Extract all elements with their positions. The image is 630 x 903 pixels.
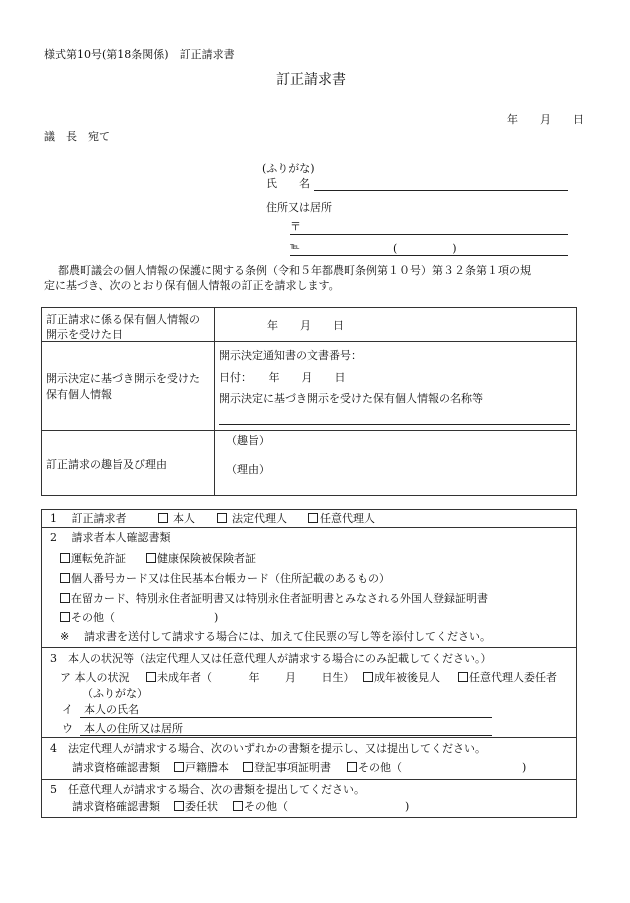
subject-status-label: ア 本人の状況 xyxy=(60,671,130,684)
checkbox-icon xyxy=(243,762,253,772)
table2-rule-2 xyxy=(41,647,577,648)
disclosure-date-value[interactable]: 年 月 日 xyxy=(267,319,344,332)
intro-line-1: 都農町議会の個人情報の保護に関する条例（令和５年都農町条例第１０号）第３２条第１項の規 xyxy=(58,264,531,277)
adult-ward-label: 成年被後見人 xyxy=(374,671,440,684)
checkbox-icon xyxy=(158,513,168,523)
checkbox-power-of-attorney[interactable] xyxy=(174,800,218,813)
checkbox-icon xyxy=(363,672,373,682)
checkbox-icon xyxy=(217,513,227,523)
checkbox-icon xyxy=(458,672,468,682)
section5-docs-label: 請求資格確認書類 xyxy=(72,800,160,813)
section3-title: 3 本人の状況等（法定代理人又は任意代理人が請求する場合にのみ記載してください。） xyxy=(50,652,492,665)
other-id-label: その他（ xyxy=(71,611,115,624)
mynumber-card-label: 個人番号カード又は住民基本台帳カード（住所記載のあるもの） xyxy=(71,572,390,585)
page-title: 訂正請求書 xyxy=(276,72,346,88)
registry-cert-label: 登記事項証明書 xyxy=(254,761,331,774)
checkbox-icon xyxy=(174,801,184,811)
checkbox-proxy-principal[interactable] xyxy=(458,671,557,684)
note-text: 請求書を送付して請求する場合には、加えて住民票の写し等を添付してください。 xyxy=(84,630,491,643)
checkbox-registry-cert[interactable] xyxy=(243,761,331,774)
checkbox-voluntary-agent-label: 任意代理人 xyxy=(320,512,375,525)
purpose-label: （趣旨） xyxy=(226,434,270,447)
checkbox-icon xyxy=(347,762,357,772)
notice-date-label: 日付： 年 月 日 xyxy=(219,371,346,384)
checkbox-other-id[interactable] xyxy=(60,611,115,624)
subject-address-label: ウ 本人の住所又は居所 xyxy=(62,722,183,735)
checkbox-legal-agent-label: 法定代理人 xyxy=(232,512,287,525)
name-label: 氏 名 xyxy=(266,177,310,190)
checkbox-icon xyxy=(60,553,70,563)
subject-name-label: イ 本人の氏名 xyxy=(62,703,139,716)
checkbox-self-label: 本人 xyxy=(173,512,195,525)
section4-docs-label: 請求資格確認書類 xyxy=(72,761,160,774)
subject-address-field[interactable] xyxy=(80,735,492,736)
checkbox-family-register[interactable] xyxy=(174,761,229,774)
name-field[interactable] xyxy=(314,190,568,191)
table1-divider xyxy=(214,307,215,496)
checkbox-icon xyxy=(233,801,243,811)
checkbox-other-doc-legal[interactable] xyxy=(347,761,402,774)
checkbox-other-doc-voluntary[interactable] xyxy=(233,800,288,813)
addressee: 議 長 宛て xyxy=(44,130,110,143)
checkbox-icon xyxy=(146,553,156,563)
furigana-label: (ふりがな) xyxy=(262,162,315,175)
proxy-principal-label: 任意代理人委任者 xyxy=(469,671,557,684)
phone-icon: ℡ xyxy=(290,242,300,252)
checkbox-icon xyxy=(308,513,318,523)
purpose-reason-label: 訂正請求の趣旨及び理由 xyxy=(46,458,167,471)
checkbox-icon xyxy=(60,593,70,603)
minor-label: 未成年者（ 年 月 日生） xyxy=(157,671,355,684)
disclosed-info-name-field[interactable] xyxy=(219,424,570,425)
table1-rule-2 xyxy=(41,430,577,431)
checkbox-adult-ward[interactable] xyxy=(363,671,440,684)
section4-title: 4 法定代理人が請求する場合、次のいずれかの書類を提示し、又は提出してください。 xyxy=(50,742,486,755)
address-label: 住所又は居所 xyxy=(266,201,332,214)
checkbox-health-insurance[interactable] xyxy=(146,552,256,565)
power-of-attorney-label: 委任状 xyxy=(185,800,218,813)
section2-title: 2 請求者本人確認書類 xyxy=(50,531,171,544)
checkbox-icon xyxy=(174,762,184,772)
subject-name-field[interactable] xyxy=(80,717,492,718)
subject-furigana-label: （ふりがな） xyxy=(82,687,148,700)
other-doc-voluntary-label: その他（ xyxy=(244,800,288,813)
checkbox-mynumber-card[interactable] xyxy=(60,572,390,585)
checkbox-drivers-license[interactable] xyxy=(60,552,126,565)
date-line: 年 月 日 xyxy=(507,113,584,126)
table2-rule-1 xyxy=(41,527,577,528)
checkbox-minor[interactable] xyxy=(146,671,355,684)
table2-rule-4 xyxy=(41,779,577,780)
phone-paren: ( ) xyxy=(393,242,457,255)
checkbox-residence-card[interactable] xyxy=(60,592,488,605)
checkbox-legal-agent[interactable] xyxy=(217,512,287,525)
other-id-close: ) xyxy=(214,611,219,624)
checkbox-icon xyxy=(146,672,156,682)
residence-card-label: 在留カード、特別永住者証明書又は特別永住者証明書とみなされる外国人登録証明書 xyxy=(71,592,489,605)
health-insurance-label: 健康保険被保険者証 xyxy=(157,552,256,565)
reason-label: （理由） xyxy=(226,463,270,476)
disclosed-info-name-label: 開示決定に基づき開示を受けた保有個人情報の名称等 xyxy=(219,392,483,405)
intro-line-2: 定に基づき、次のとおり保有個人情報の訂正を請求します。 xyxy=(44,279,340,292)
disclosed-info-label: 開示決定に基づき開示を受けた保有個人情報 xyxy=(46,372,200,401)
other-doc-voluntary-close: ) xyxy=(405,800,410,813)
disclosure-date-label: 訂正請求に係る保有個人情報の開示を受けた日 xyxy=(46,313,200,341)
postal-mark: 〒 xyxy=(290,220,301,233)
drivers-license-label: 運転免許証 xyxy=(71,552,126,565)
other-doc-legal-close: ) xyxy=(522,761,527,774)
section5-title: 5 任意代理人が請求する場合、次の書類を提出してください。 xyxy=(50,783,365,796)
family-register-label: 戸籍謄本 xyxy=(185,761,229,774)
checkbox-voluntary-agent[interactable] xyxy=(308,512,375,525)
section1-title: 1 訂正請求者 xyxy=(50,512,127,525)
form-label: 様式第10号(第18条関係) 訂正請求書 xyxy=(44,48,235,61)
checkbox-icon xyxy=(60,573,70,583)
checkbox-icon xyxy=(60,612,70,622)
notice-number-label: 開示決定通知書の文書番号： xyxy=(219,349,362,362)
phone-field[interactable] xyxy=(290,255,568,256)
note-mark: ※ xyxy=(60,630,70,643)
other-doc-legal-label: その他（ xyxy=(358,761,402,774)
address-field[interactable] xyxy=(290,234,568,235)
table2-rule-3 xyxy=(41,737,577,738)
checkbox-self[interactable] xyxy=(158,512,195,525)
